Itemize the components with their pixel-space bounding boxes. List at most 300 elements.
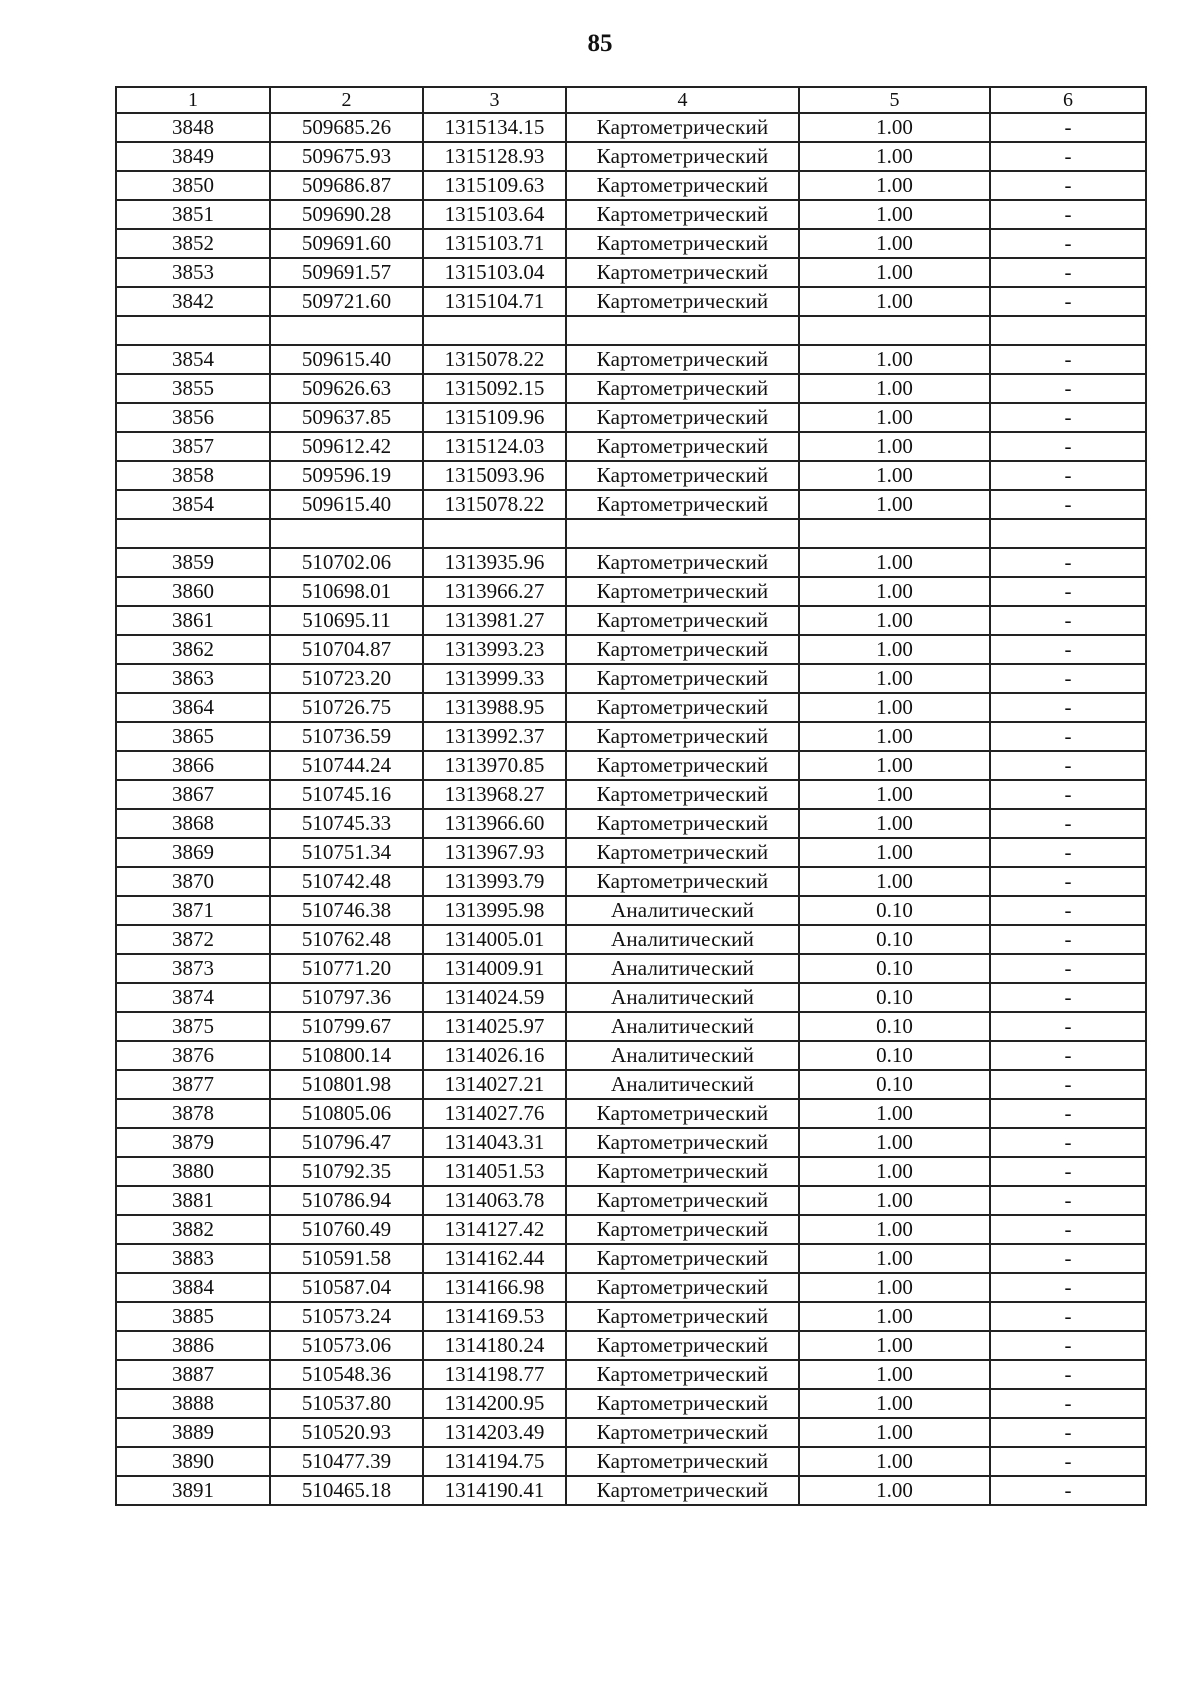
table-row bbox=[116, 200, 1146, 229]
table-row bbox=[116, 229, 1146, 258]
x-coordinate-cell: 510800.14 bbox=[270, 1041, 423, 1070]
y-coordinate-cell: 1315078.22 bbox=[423, 345, 566, 374]
method-cell: Аналитический bbox=[566, 1012, 799, 1041]
x-coordinate-cell: 510477.39 bbox=[270, 1447, 423, 1476]
accuracy-cell: 1.00 bbox=[799, 606, 990, 635]
table-row bbox=[116, 171, 1146, 200]
x-coordinate-cell: 510746.38 bbox=[270, 896, 423, 925]
point-number-cell: 3889 bbox=[116, 1418, 270, 1447]
y-coordinate-cell: 1313999.33 bbox=[423, 664, 566, 693]
point-number-cell bbox=[116, 519, 270, 548]
accuracy-cell: 0.10 bbox=[799, 1012, 990, 1041]
accuracy-cell: 1.00 bbox=[799, 374, 990, 403]
table-row bbox=[116, 1360, 1146, 1389]
y-coordinate-cell: 1314194.75 bbox=[423, 1447, 566, 1476]
point-number-cell: 3848 bbox=[116, 113, 270, 142]
accuracy-cell: 1.00 bbox=[799, 548, 990, 577]
y-coordinate-cell: 1315134.15 bbox=[423, 113, 566, 142]
accuracy-cell: 1.00 bbox=[799, 693, 990, 722]
table-row bbox=[116, 606, 1146, 635]
point-number-cell: 3888 bbox=[116, 1389, 270, 1418]
point-number-cell bbox=[116, 316, 270, 345]
y-coordinate-cell: 1315078.22 bbox=[423, 490, 566, 519]
y-coordinate-cell: 1313967.93 bbox=[423, 838, 566, 867]
accuracy-cell bbox=[799, 519, 990, 548]
table-row bbox=[116, 1273, 1146, 1302]
accuracy-cell: 1.00 bbox=[799, 1360, 990, 1389]
y-coordinate-cell: 1314063.78 bbox=[423, 1186, 566, 1215]
method-cell: Картометрический bbox=[566, 780, 799, 809]
y-coordinate-cell: 1314027.21 bbox=[423, 1070, 566, 1099]
accuracy-cell: 0.10 bbox=[799, 1041, 990, 1070]
y-coordinate-cell: 1314190.41 bbox=[423, 1476, 566, 1505]
x-coordinate-cell: 510771.20 bbox=[270, 954, 423, 983]
note-cell: - bbox=[990, 200, 1146, 229]
x-coordinate-cell: 509686.87 bbox=[270, 171, 423, 200]
accuracy-cell: 1.00 bbox=[799, 722, 990, 751]
accuracy-cell: 1.00 bbox=[799, 345, 990, 374]
method-cell: Картометрический bbox=[566, 606, 799, 635]
point-number-cell: 3860 bbox=[116, 577, 270, 606]
x-coordinate-cell bbox=[270, 519, 423, 548]
accuracy-cell: 0.10 bbox=[799, 954, 990, 983]
point-number-cell: 3871 bbox=[116, 896, 270, 925]
note-cell: - bbox=[990, 1186, 1146, 1215]
table-row bbox=[116, 1389, 1146, 1418]
header-cell: 1 bbox=[116, 87, 270, 113]
note-cell: - bbox=[990, 345, 1146, 374]
table-row bbox=[116, 1070, 1146, 1099]
note-cell: - bbox=[990, 1418, 1146, 1447]
method-cell: Картометрический bbox=[566, 1244, 799, 1273]
accuracy-cell: 1.00 bbox=[799, 577, 990, 606]
x-coordinate-cell: 509615.40 bbox=[270, 345, 423, 374]
y-coordinate-cell: 1315103.64 bbox=[423, 200, 566, 229]
accuracy-cell: 1.00 bbox=[799, 809, 990, 838]
note-cell: - bbox=[990, 171, 1146, 200]
note-cell bbox=[990, 519, 1146, 548]
method-cell: Картометрический bbox=[566, 809, 799, 838]
point-number-cell: 3865 bbox=[116, 722, 270, 751]
y-coordinate-cell: 1315109.63 bbox=[423, 171, 566, 200]
y-coordinate-cell: 1314127.42 bbox=[423, 1215, 566, 1244]
point-number-cell: 3877 bbox=[116, 1070, 270, 1099]
method-cell: Картометрический bbox=[566, 722, 799, 751]
point-number-cell: 3882 bbox=[116, 1215, 270, 1244]
point-number-cell: 3859 bbox=[116, 548, 270, 577]
y-coordinate-cell: 1314200.95 bbox=[423, 1389, 566, 1418]
y-coordinate-cell: 1314203.49 bbox=[423, 1418, 566, 1447]
point-number-cell: 3887 bbox=[116, 1360, 270, 1389]
x-coordinate-cell: 510723.20 bbox=[270, 664, 423, 693]
x-coordinate-cell: 510762.48 bbox=[270, 925, 423, 954]
note-cell: - bbox=[990, 1302, 1146, 1331]
accuracy-cell: 1.00 bbox=[799, 200, 990, 229]
method-cell: Картометрический bbox=[566, 577, 799, 606]
method-cell: Картометрический bbox=[566, 258, 799, 287]
method-cell: Картометрический bbox=[566, 838, 799, 867]
y-coordinate-cell: 1315103.71 bbox=[423, 229, 566, 258]
header-cell: 6 bbox=[990, 87, 1146, 113]
method-cell: Картометрический bbox=[566, 635, 799, 664]
accuracy-cell: 1.00 bbox=[799, 635, 990, 664]
accuracy-cell: 1.00 bbox=[799, 1099, 990, 1128]
y-coordinate-cell: 1313966.27 bbox=[423, 577, 566, 606]
accuracy-cell: 1.00 bbox=[799, 1128, 990, 1157]
accuracy-cell: 1.00 bbox=[799, 171, 990, 200]
method-cell: Картометрический bbox=[566, 548, 799, 577]
x-coordinate-cell: 510796.47 bbox=[270, 1128, 423, 1157]
accuracy-cell: 1.00 bbox=[799, 1331, 990, 1360]
accuracy-cell: 1.00 bbox=[799, 838, 990, 867]
spacer-row bbox=[116, 316, 1146, 345]
point-number-cell: 3879 bbox=[116, 1128, 270, 1157]
point-number-cell: 3861 bbox=[116, 606, 270, 635]
y-coordinate-cell bbox=[423, 316, 566, 345]
point-number-cell: 3864 bbox=[116, 693, 270, 722]
note-cell: - bbox=[990, 374, 1146, 403]
y-coordinate-cell: 1314027.76 bbox=[423, 1099, 566, 1128]
accuracy-cell: 1.00 bbox=[799, 490, 990, 519]
table-row bbox=[116, 548, 1146, 577]
note-cell: - bbox=[990, 258, 1146, 287]
x-coordinate-cell: 510792.35 bbox=[270, 1157, 423, 1186]
x-coordinate-cell: 510801.98 bbox=[270, 1070, 423, 1099]
y-coordinate-cell: 1314026.16 bbox=[423, 1041, 566, 1070]
spacer-row bbox=[116, 519, 1146, 548]
method-cell bbox=[566, 316, 799, 345]
x-coordinate-cell: 509626.63 bbox=[270, 374, 423, 403]
method-cell: Картометрический bbox=[566, 1418, 799, 1447]
point-number-cell: 3863 bbox=[116, 664, 270, 693]
note-cell: - bbox=[990, 287, 1146, 316]
y-coordinate-cell: 1313992.37 bbox=[423, 722, 566, 751]
note-cell: - bbox=[990, 983, 1146, 1012]
method-cell: Картометрический bbox=[566, 1331, 799, 1360]
accuracy-cell: 1.00 bbox=[799, 664, 990, 693]
point-number-cell: 3854 bbox=[116, 345, 270, 374]
x-coordinate-cell: 510698.01 bbox=[270, 577, 423, 606]
note-cell: - bbox=[990, 1012, 1146, 1041]
note-cell: - bbox=[990, 461, 1146, 490]
table-row bbox=[116, 374, 1146, 403]
table-row bbox=[116, 751, 1146, 780]
method-cell: Картометрический bbox=[566, 867, 799, 896]
table-row bbox=[116, 577, 1146, 606]
point-number-cell: 3875 bbox=[116, 1012, 270, 1041]
point-number-cell: 3853 bbox=[116, 258, 270, 287]
point-number-cell: 3868 bbox=[116, 809, 270, 838]
x-coordinate-cell: 510704.87 bbox=[270, 635, 423, 664]
method-cell: Картометрический bbox=[566, 374, 799, 403]
table-row bbox=[116, 1186, 1146, 1215]
accuracy-cell: 1.00 bbox=[799, 113, 990, 142]
accuracy-cell: 1.00 bbox=[799, 1476, 990, 1505]
note-cell: - bbox=[990, 1099, 1146, 1128]
accuracy-cell: 1.00 bbox=[799, 142, 990, 171]
x-coordinate-cell: 509721.60 bbox=[270, 287, 423, 316]
table-row bbox=[116, 693, 1146, 722]
note-cell: - bbox=[990, 1447, 1146, 1476]
note-cell: - bbox=[990, 548, 1146, 577]
accuracy-cell: 1.00 bbox=[799, 1302, 990, 1331]
accuracy-cell: 1.00 bbox=[799, 461, 990, 490]
method-cell: Картометрический bbox=[566, 113, 799, 142]
note-cell: - bbox=[990, 1070, 1146, 1099]
note-cell bbox=[990, 316, 1146, 345]
point-number-cell: 3866 bbox=[116, 751, 270, 780]
x-coordinate-cell: 509596.19 bbox=[270, 461, 423, 490]
table-row bbox=[116, 1099, 1146, 1128]
point-number-cell: 3852 bbox=[116, 229, 270, 258]
point-number-cell: 3884 bbox=[116, 1273, 270, 1302]
method-cell: Картометрический bbox=[566, 1389, 799, 1418]
accuracy-cell: 1.00 bbox=[799, 229, 990, 258]
note-cell: - bbox=[990, 577, 1146, 606]
point-number-cell: 3849 bbox=[116, 142, 270, 171]
note-cell: - bbox=[990, 925, 1146, 954]
note-cell: - bbox=[990, 229, 1146, 258]
table-row bbox=[116, 345, 1146, 374]
accuracy-cell: 1.00 bbox=[799, 1186, 990, 1215]
point-number-cell: 3869 bbox=[116, 838, 270, 867]
table-row bbox=[116, 896, 1146, 925]
method-cell: Аналитический bbox=[566, 1070, 799, 1099]
x-coordinate-cell: 509612.42 bbox=[270, 432, 423, 461]
method-cell: Аналитический bbox=[566, 954, 799, 983]
x-coordinate-cell: 509637.85 bbox=[270, 403, 423, 432]
accuracy-cell: 0.10 bbox=[799, 896, 990, 925]
table-row bbox=[116, 1418, 1146, 1447]
point-number-cell: 3857 bbox=[116, 432, 270, 461]
table-row bbox=[116, 1331, 1146, 1360]
y-coordinate-cell: 1315109.96 bbox=[423, 403, 566, 432]
header-cell: 5 bbox=[799, 87, 990, 113]
note-cell: - bbox=[990, 1360, 1146, 1389]
method-cell: Картометрический bbox=[566, 490, 799, 519]
point-number-cell: 3851 bbox=[116, 200, 270, 229]
accuracy-cell: 1.00 bbox=[799, 780, 990, 809]
y-coordinate-cell: 1314025.97 bbox=[423, 1012, 566, 1041]
method-cell: Картометрический bbox=[566, 1215, 799, 1244]
point-number-cell: 3872 bbox=[116, 925, 270, 954]
accuracy-cell: 1.00 bbox=[799, 403, 990, 432]
note-cell: - bbox=[990, 1476, 1146, 1505]
y-coordinate-cell: 1314024.59 bbox=[423, 983, 566, 1012]
x-coordinate-cell: 510465.18 bbox=[270, 1476, 423, 1505]
table-row bbox=[116, 1128, 1146, 1157]
method-cell: Картометрический bbox=[566, 142, 799, 171]
point-number-cell: 3878 bbox=[116, 1099, 270, 1128]
accuracy-cell: 1.00 bbox=[799, 1157, 990, 1186]
table-row bbox=[116, 867, 1146, 896]
note-cell: - bbox=[990, 693, 1146, 722]
y-coordinate-cell: 1314169.53 bbox=[423, 1302, 566, 1331]
accuracy-cell: 1.00 bbox=[799, 1273, 990, 1302]
accuracy-cell: 1.00 bbox=[799, 1389, 990, 1418]
note-cell: - bbox=[990, 1128, 1146, 1157]
method-cell: Картометрический bbox=[566, 664, 799, 693]
x-coordinate-cell: 510745.33 bbox=[270, 809, 423, 838]
x-coordinate-cell: 509691.57 bbox=[270, 258, 423, 287]
method-cell: Картометрический bbox=[566, 432, 799, 461]
y-coordinate-cell: 1315128.93 bbox=[423, 142, 566, 171]
note-cell: - bbox=[990, 838, 1146, 867]
note-cell: - bbox=[990, 809, 1146, 838]
accuracy-cell: 0.10 bbox=[799, 925, 990, 954]
table-row bbox=[116, 113, 1146, 142]
y-coordinate-cell: 1315092.15 bbox=[423, 374, 566, 403]
table-row bbox=[116, 1244, 1146, 1273]
method-cell: Картометрический bbox=[566, 1186, 799, 1215]
point-number-cell: 3873 bbox=[116, 954, 270, 983]
method-cell: Аналитический bbox=[566, 896, 799, 925]
note-cell: - bbox=[990, 635, 1146, 664]
point-number-cell: 3885 bbox=[116, 1302, 270, 1331]
table-row bbox=[116, 1215, 1146, 1244]
point-number-cell: 3881 bbox=[116, 1186, 270, 1215]
note-cell: - bbox=[990, 1157, 1146, 1186]
table-row bbox=[116, 490, 1146, 519]
point-number-cell: 3856 bbox=[116, 403, 270, 432]
method-cell: Картометрический bbox=[566, 171, 799, 200]
accuracy-cell: 0.10 bbox=[799, 1070, 990, 1099]
x-coordinate-cell: 509675.93 bbox=[270, 142, 423, 171]
x-coordinate-cell: 510573.06 bbox=[270, 1331, 423, 1360]
x-coordinate-cell: 510799.67 bbox=[270, 1012, 423, 1041]
accuracy-cell: 1.00 bbox=[799, 1215, 990, 1244]
method-cell: Картометрический bbox=[566, 1273, 799, 1302]
table-row bbox=[116, 983, 1146, 1012]
table-row bbox=[116, 142, 1146, 171]
x-coordinate-cell: 510736.59 bbox=[270, 722, 423, 751]
point-number-cell: 3870 bbox=[116, 867, 270, 896]
table-row bbox=[116, 925, 1146, 954]
y-coordinate-cell: 1315124.03 bbox=[423, 432, 566, 461]
accuracy-cell: 1.00 bbox=[799, 287, 990, 316]
table-row bbox=[116, 1157, 1146, 1186]
x-coordinate-cell: 510744.24 bbox=[270, 751, 423, 780]
note-cell: - bbox=[990, 403, 1146, 432]
table-body bbox=[116, 87, 1146, 1505]
table-row bbox=[116, 780, 1146, 809]
y-coordinate-cell: 1315103.04 bbox=[423, 258, 566, 287]
point-number-cell: 3891 bbox=[116, 1476, 270, 1505]
note-cell: - bbox=[990, 1244, 1146, 1273]
table-row bbox=[116, 1302, 1146, 1331]
x-coordinate-cell: 510695.11 bbox=[270, 606, 423, 635]
header-cell: 4 bbox=[566, 87, 799, 113]
note-cell: - bbox=[990, 606, 1146, 635]
y-coordinate-cell bbox=[423, 519, 566, 548]
note-cell: - bbox=[990, 1273, 1146, 1302]
note-cell: - bbox=[990, 1389, 1146, 1418]
x-coordinate-cell: 509691.60 bbox=[270, 229, 423, 258]
point-number-cell: 3874 bbox=[116, 983, 270, 1012]
method-cell: Картометрический bbox=[566, 287, 799, 316]
x-coordinate-cell: 510702.06 bbox=[270, 548, 423, 577]
note-cell: - bbox=[990, 1331, 1146, 1360]
x-coordinate-cell: 510742.48 bbox=[270, 867, 423, 896]
method-cell: Аналитический bbox=[566, 1041, 799, 1070]
note-cell: - bbox=[990, 1215, 1146, 1244]
note-cell: - bbox=[990, 432, 1146, 461]
table-row bbox=[116, 809, 1146, 838]
method-cell: Картометрический bbox=[566, 1447, 799, 1476]
point-number-cell: 3867 bbox=[116, 780, 270, 809]
y-coordinate-cell: 1313970.85 bbox=[423, 751, 566, 780]
y-coordinate-cell: 1313993.79 bbox=[423, 867, 566, 896]
table-row bbox=[116, 635, 1146, 664]
x-coordinate-cell: 510760.49 bbox=[270, 1215, 423, 1244]
table-row bbox=[116, 954, 1146, 983]
y-coordinate-cell: 1314051.53 bbox=[423, 1157, 566, 1186]
method-cell: Картометрический bbox=[566, 1360, 799, 1389]
point-number-cell: 3876 bbox=[116, 1041, 270, 1070]
table-row bbox=[116, 403, 1146, 432]
x-coordinate-cell: 509690.28 bbox=[270, 200, 423, 229]
x-coordinate-cell: 510786.94 bbox=[270, 1186, 423, 1215]
y-coordinate-cell: 1313988.95 bbox=[423, 693, 566, 722]
method-cell: Картометрический bbox=[566, 1476, 799, 1505]
x-coordinate-cell: 510537.80 bbox=[270, 1389, 423, 1418]
method-cell: Картометрический bbox=[566, 693, 799, 722]
accuracy-cell: 1.00 bbox=[799, 1418, 990, 1447]
note-cell: - bbox=[990, 780, 1146, 809]
note-cell: - bbox=[990, 896, 1146, 925]
x-coordinate-cell: 510805.06 bbox=[270, 1099, 423, 1128]
note-cell: - bbox=[990, 867, 1146, 896]
method-cell: Картометрический bbox=[566, 1302, 799, 1331]
x-coordinate-cell bbox=[270, 316, 423, 345]
coordinates-table bbox=[115, 86, 1147, 1506]
page-number: 85 bbox=[587, 30, 613, 57]
y-coordinate-cell: 1313935.96 bbox=[423, 548, 566, 577]
x-coordinate-cell: 510573.24 bbox=[270, 1302, 423, 1331]
table-row bbox=[116, 1476, 1146, 1505]
table-row bbox=[116, 1447, 1146, 1476]
point-number-cell: 3858 bbox=[116, 461, 270, 490]
y-coordinate-cell: 1315093.96 bbox=[423, 461, 566, 490]
table-row bbox=[116, 838, 1146, 867]
method-cell: Аналитический bbox=[566, 983, 799, 1012]
table-row bbox=[116, 664, 1146, 693]
method-cell: Картометрический bbox=[566, 1157, 799, 1186]
method-cell: Картометрический bbox=[566, 345, 799, 374]
point-number-cell: 3883 bbox=[116, 1244, 270, 1273]
x-coordinate-cell: 510548.36 bbox=[270, 1360, 423, 1389]
y-coordinate-cell: 1314005.01 bbox=[423, 925, 566, 954]
point-number-cell: 3862 bbox=[116, 635, 270, 664]
point-number-cell: 3854 bbox=[116, 490, 270, 519]
point-number-cell: 3855 bbox=[116, 374, 270, 403]
x-coordinate-cell: 510587.04 bbox=[270, 1273, 423, 1302]
method-cell: Картометрический bbox=[566, 200, 799, 229]
y-coordinate-cell: 1314166.98 bbox=[423, 1273, 566, 1302]
y-coordinate-cell: 1313995.98 bbox=[423, 896, 566, 925]
table-header-row bbox=[116, 87, 1146, 113]
point-number-cell: 3886 bbox=[116, 1331, 270, 1360]
table-row bbox=[116, 287, 1146, 316]
note-cell: - bbox=[990, 1041, 1146, 1070]
y-coordinate-cell: 1314180.24 bbox=[423, 1331, 566, 1360]
method-cell: Картометрический bbox=[566, 751, 799, 780]
note-cell: - bbox=[990, 142, 1146, 171]
note-cell: - bbox=[990, 722, 1146, 751]
x-coordinate-cell: 510591.58 bbox=[270, 1244, 423, 1273]
point-number-cell: 3890 bbox=[116, 1447, 270, 1476]
y-coordinate-cell: 1314043.31 bbox=[423, 1128, 566, 1157]
